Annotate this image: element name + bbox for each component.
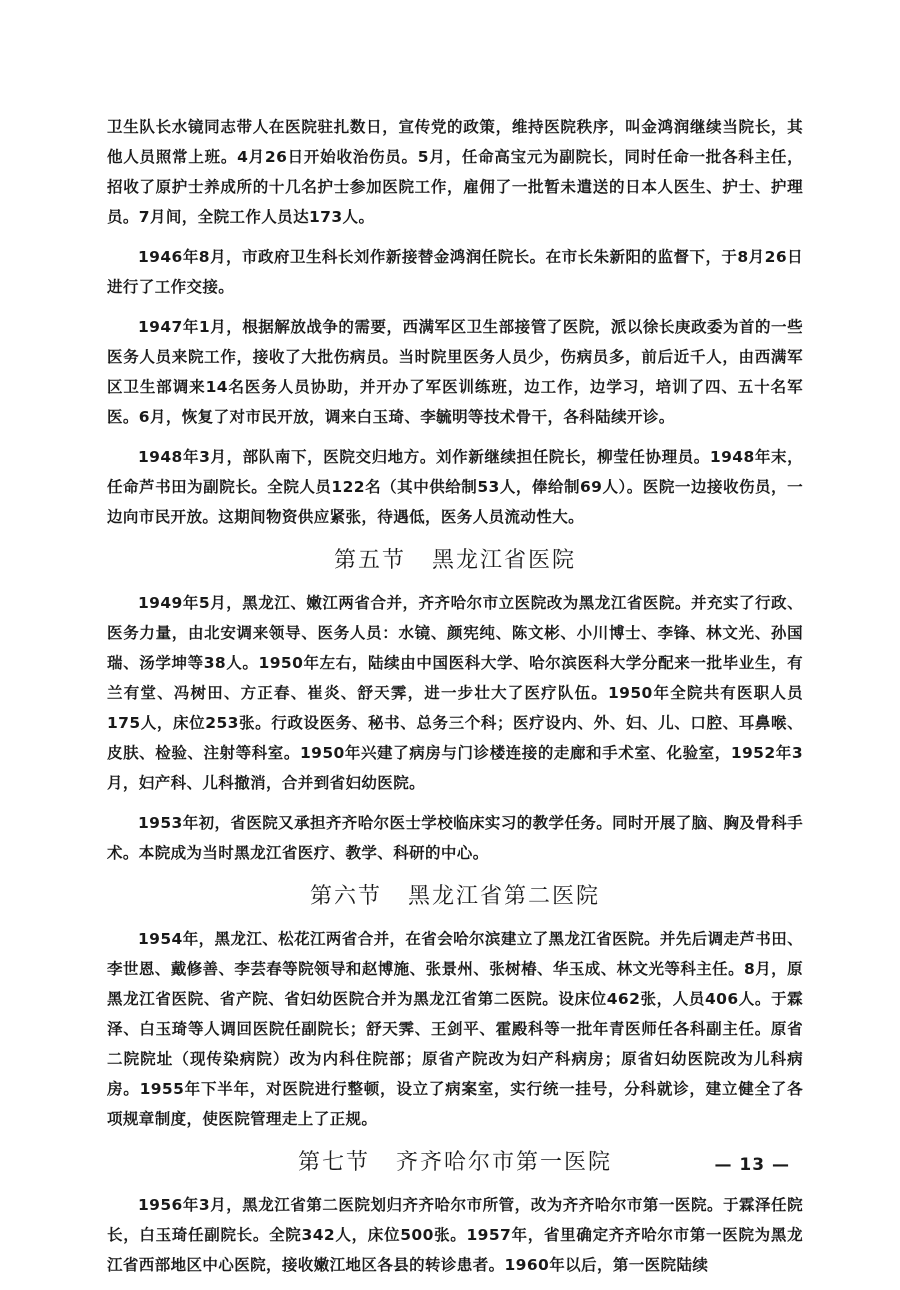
- section-5-number: 第五节: [333, 548, 406, 573]
- section-5-heading: [107, 546, 803, 576]
- section-6-number: 第六节: [309, 884, 382, 909]
- section-7-paragraph-1: 1956年3月，黑龙江省第二医院划归齐齐哈尔市所管，改为齐齐哈尔市第一医院。于霖泽任院长，白玉琦任副院长。全院342人，床位500张。1957年，省里确定齐齐哈尔市第一医院为黑龙江省西部地区中心医院，接收嫩江地区各县的转诊患者。1960年以后，第一医院陆续: [107, 1196, 803, 1274]
- section-6-heading: [107, 882, 803, 912]
- paragraph-continued: 卫生队长水镜同志带人在医院驻扎数日，宣传党的政策，维持医院秩序，叫金鸿润继续当院长，其他人员照常上班。4月26日开始收治伤员。5月，任命高宝元为副院长，同时任命一批各科主任，招收了原护士养成所的十几名护士参加医院工作，雇佣了一批暂未遣送的日本人医生、护士、护理员。7月间，全院工作人员达173人。: [107, 118, 803, 226]
- paragraph-1947: 1947年1月，根据解放战争的需要，西满军区卫生部接管了医院，派以徐长庚政委为首的一些医务人员来院工作，接收了大批伤病员。当时院里医务人员少，伤病员多，前后近千人，由西满军区卫生部调来14名医务人员协助，并开办了军医训练班，边工作，边学习，培训了四、五十名军医。6月，恢复了对市民开放，调来白玉琦、李毓明等技术骨干，各科陆续开诊。: [107, 318, 803, 426]
- paragraph-1948: 1948年3月，部队南下，医院交归地方。刘作新继续担任院长，柳莹任协理员。1948年末，任命芦书田为副院长。全院人员122名（其中供给制53人，俸给制69人）。医院一边接收伤员，一边向市民开放。这期间物资供应紧张，待遇低，医务人员流动性大。: [107, 448, 803, 526]
- section-7-heading: [107, 1148, 803, 1178]
- page-number: — 13 —: [714, 1155, 790, 1175]
- section-5-paragraph-2: 1953年初，省医院又承担齐齐哈尔医士学校临床实习的教学任务。同时开展了脑、胸及骨科手术。本院成为当时黑龙江省医疗、教学、科研的中心。: [107, 814, 803, 862]
- section-5-title: 黑龙江省医院: [432, 548, 577, 573]
- section-5-paragraph-1: 1949年5月，黑龙江、嫩江两省合并，齐齐哈尔市立医院改为黑龙江省医院。并充实了行政、医务力量，由北安调来领导、医务人员：水镜、颜宪纯、陈文彬、小川博士、李锋、林文光、孙国瑞、汤学坤等38人。1950年左右，陆续由中国医科大学、哈尔滨医科大学分配来一批毕业生，有兰有堂、冯树田、方正春、崔炎、舒天霁，进一步壮大了医疗队伍。1950年全院共有医职人员175人，床位253张。行政设医务、秘书、总务三个科；医疗设内、外、妇、儿、口腔、耳鼻喉、皮肤、检验、注射等科室。1950年兴建了病房与门诊楼连接的走廊和手术室、化验室，1952年3月，妇产科、儿科撤消，合并到省妇幼医院。: [107, 594, 803, 792]
- section-6-title: 黑龙江省第二医院: [408, 884, 601, 909]
- paragraph-1946: 1946年8月，市政府卫生科长刘作新接替金鸿润任院长。在市长朱新阳的监督下，于8月26日进行了工作交接。: [107, 248, 803, 296]
- page-body: [107, 112, 803, 1290]
- section-7-number: 第七节: [297, 1150, 370, 1175]
- section-6-paragraph-1: 1954年，黑龙江、松花江两省合并，在省会哈尔滨建立了黑龙江省医院。并先后调走芦书田、李世恩、戴修善、李芸春等院领导和赵博施、张景州、张树椿、华玉成、林文光等科主任。8月，原黑龙江省医院、省产院、省妇幼医院合并为黑龙江省第二医院。设床位462张，人员406人。于霖泽、白玉琦等人调回医院任副院长；舒天霁、王剑平、霍殿科等一批年青医师任各科副主任。原省二院院址（现传染病院）改为内科住院部；原省产院改为妇产科病房；原省妇幼医院改为儿科病房。1955年下半年，对医院进行整顿，设立了病案室，实行统一挂号，分科就诊，建立健全了各项规章制度，使医院管理走上了正规。: [107, 930, 803, 1128]
- section-7-title: 齐齐哈尔市第一医院: [396, 1150, 613, 1175]
